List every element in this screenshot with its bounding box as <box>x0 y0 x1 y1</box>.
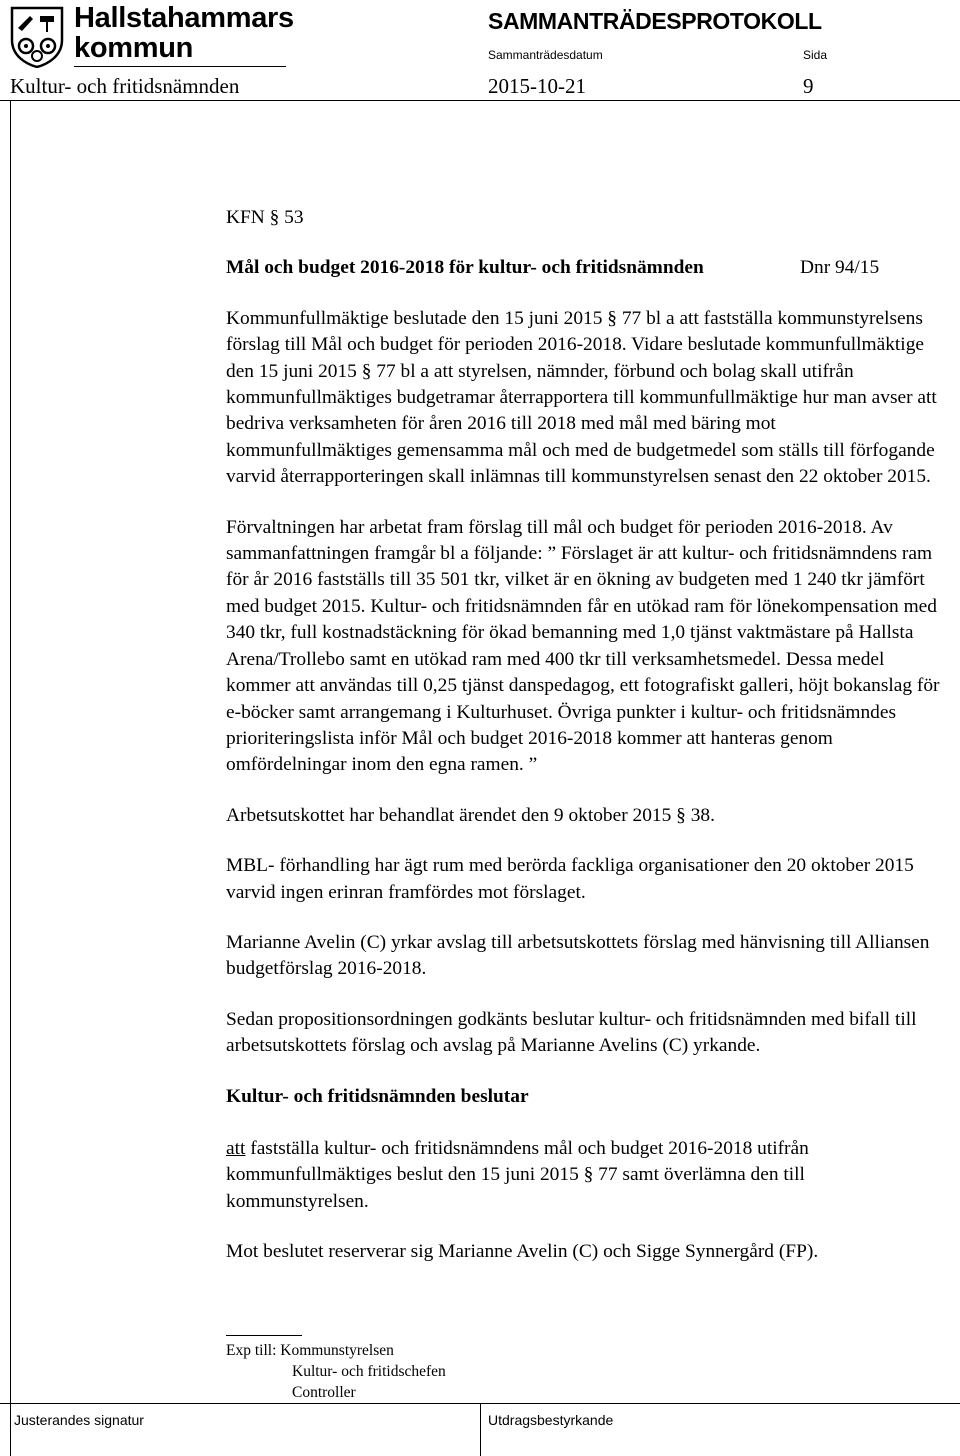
committee-name: Kultur- och fritidsnämnden <box>10 74 240 98</box>
distribution-line: Exp till: Kommunstyrelsen <box>226 1342 394 1359</box>
reservation-paragraph: Mot beslutet reserverar sig Marianne Avelin (C) och Sigge Synnergård (FP). <box>226 1241 819 1263</box>
protocol-body <box>226 205 942 1266</box>
decision-body: fastställa kultur- och fritidsnämndens mål och budget 2016-2018 utifrån kommunfullmäktiges beslut den 15 juni 2015 § 77 samt överlämna den till kommunstyrelsen. <box>226 1137 809 1212</box>
background-paragraph: Kommunfullmäktige beslutade den 15 juni 2015 § 77 bl a att fastställa kommunstyrelsens förslag till Mål och budget för perioden 2016-2018. Vidare beslutade kommunfullmäktige den 15 juni 2015 § 77 bl a att styrelsen, nämnder, förbund och bolag skall utifrån kommunfullmäktiges budgetramar återrapportera till kommunfullmäktige hur man avser att bedriva verksamheten för åren 2016 till 2018 med mål med bäring mot kommunfullmäktiges gemensamma mål och med de budgetmedel som ställs till förfogande varvid återrapporteringen skall inlämnas till kommunstyrelsen senast den 22 oktober 2015. <box>226 307 937 488</box>
page-label: Sida <box>803 48 828 62</box>
org-name-line1: Hallstahammars <box>74 2 294 34</box>
motion-paragraph: Marianne Avelin (C) yrkar avslag till arbetsutskottets förslag med hänvisning till Alliansen budgetförslag 2016-2018. <box>226 931 930 980</box>
decision-att: att <box>226 1137 246 1159</box>
left-margin-rule <box>10 100 11 1403</box>
footer-cell-border <box>480 1403 481 1456</box>
item-heading <box>226 255 942 281</box>
case-number: Dnr 94/15 <box>800 257 880 279</box>
page-number: 9 <box>803 74 814 98</box>
committee-paragraph: Arbetsutskottet har behandlat ärendet den 9 oktober 2015 § 38. <box>226 804 715 826</box>
certification-label: Utdragsbestyrkande <box>488 1412 614 1428</box>
decision-heading: Kultur- och fritidsnämnden beslutar <box>226 1085 529 1107</box>
distribution-list <box>226 1340 446 1403</box>
logo-underline <box>74 66 286 67</box>
signature-label: Justerandes signatur <box>14 1412 144 1428</box>
vote-paragraph: Sedan propositionsordningen godkänts beslutar kultur- och fritidsnämnden med bifall till arbetsutskottets förslag och avslag på Marianne Avelins (C) yrkande. <box>226 1008 917 1057</box>
coat-of-arms-icon <box>10 6 64 68</box>
distribution-rule <box>226 1335 302 1336</box>
distribution-line: Controller <box>292 1384 356 1401</box>
distribution-line: Kultur- och fritidschefen <box>292 1363 446 1380</box>
proposal-paragraph: Förvaltningen har arbetat fram förslag till mål och budget för perioden 2016-2018. Av sammanfattningen framgår bl a följande: ” Förslaget är att kultur- och fritidsnämndens ram för år 2016 fastställs till 35 501 tkr, vilket är en ökning av budgeten med 1 240 tkr jämfört med budget 2015. Kultur- och fritidsnämnden får en utökad ram för lönekompensation med 340 tkr, full kostnadstäckning för ökad bemanning med 1,0 tjänst vaktmästare på Hallsta Arena/Trollebo samt en utökad ram med 400 tkr till verksamhetsmedel. Dessa medel kommer att användas till 0,25 tjänst danspedagog, ett fotografiskt galleri, höjt bokanslag för e-böcker samt arrangemang i Kulturhuset. Övriga punkter i kultur- och fritidsnämndes prioriteringslista inför Mål och budget 2016-2018 kommer att hanteras genom omfördelningar inom den egna ramen. ” <box>226 516 940 776</box>
meeting-date: 2015-10-21 <box>488 74 586 98</box>
org-name-line2: kommun <box>74 32 194 64</box>
header-divider <box>0 100 960 101</box>
paragraph-reference: KFN § 53 <box>226 207 304 228</box>
footer-cell-border <box>10 1403 11 1456</box>
meeting-date-label: Sammanträdesdatum <box>488 48 603 62</box>
document-title: SAMMANTRÄDESPROTOKOLL <box>488 8 822 34</box>
decision-text <box>226 1136 942 1215</box>
municipality-logo <box>10 2 294 68</box>
item-title: Mål och budget 2016-2018 för kultur- och fritidsnämnden <box>226 257 704 279</box>
mbl-paragraph: MBL- förhandling har ägt rum med berörda fackliga organisationer den 20 oktober 2015 varvid ingen erinran framfördes mot förslaget. <box>226 855 914 903</box>
